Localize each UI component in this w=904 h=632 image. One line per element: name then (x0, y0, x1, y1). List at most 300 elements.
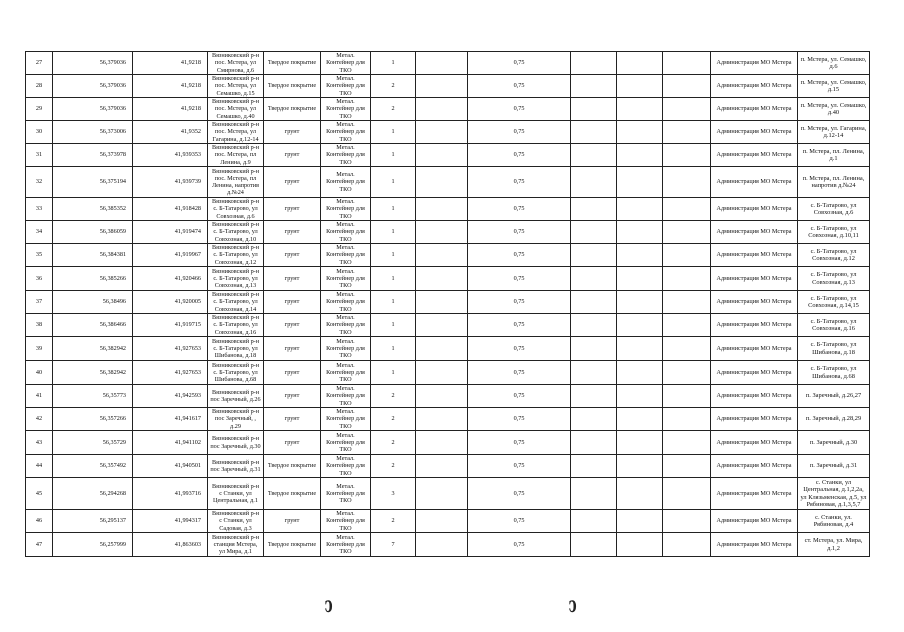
latitude-cell: 56,373978 (53, 144, 133, 167)
container-volume-cell: 0,75 (468, 167, 571, 198)
container-volume-cell: 0,75 (468, 267, 571, 291)
empty-cell (416, 267, 468, 291)
container-type-cell: Метал. Контейнер для ТКО (321, 98, 371, 121)
empty-cell (663, 167, 711, 198)
location-cell: Вязниковский р-н с. Б-Татарово, ул Совхозная, д.13 (208, 267, 264, 291)
table-row (26, 291, 870, 314)
empty-cell (663, 431, 711, 455)
owner-cell: Администрация МО Мстера (711, 361, 798, 385)
empty-cell (416, 52, 468, 75)
empty-cell (663, 455, 711, 478)
location-cell: Вязниковский р-н с. Б-Татарово, ул Совхозная, д.16 (208, 314, 264, 337)
longitude-cell: 41,920005 (133, 291, 208, 314)
latitude-cell: 56,35729 (53, 431, 133, 455)
longitude-cell: 41,927653 (133, 361, 208, 385)
table-body (26, 52, 870, 557)
table-row (26, 431, 870, 455)
table-row (26, 408, 870, 431)
location-cell: Вязниковский р-н станция Мстера, ул Мира, д.1 (208, 533, 264, 557)
row-number-cell: 46 (26, 510, 53, 533)
surface-type-cell: грунт (264, 267, 321, 291)
table-row (26, 75, 870, 98)
owner-cell: Администрация МО Мстера (711, 337, 798, 361)
container-count-cell: 2 (371, 98, 416, 121)
container-type-cell: Метал. Контейнер для ТКО (321, 478, 371, 510)
table-row (26, 478, 870, 510)
container-type-cell: Метал. Контейнер для ТКО (321, 385, 371, 408)
empty-cell (663, 314, 711, 337)
empty-cell (416, 361, 468, 385)
container-volume-cell: 0,75 (468, 291, 571, 314)
longitude-cell: 41,941617 (133, 408, 208, 431)
served-address-cell: с. Б-Татарово, ул Совхозная, д.6 (798, 198, 870, 221)
owner-cell: Администрация МО Мстера (711, 75, 798, 98)
longitude-cell: 41,9218 (133, 75, 208, 98)
container-count-cell: 2 (371, 385, 416, 408)
longitude-cell: 41,919967 (133, 244, 208, 267)
container-count-cell: 7 (371, 533, 416, 557)
surface-type-cell: грунт (264, 244, 321, 267)
served-address-cell: п. Мстера, ул. Семашко, д.15 (798, 75, 870, 98)
container-count-cell: 2 (371, 455, 416, 478)
container-volume-cell: 0,75 (468, 121, 571, 144)
container-type-cell: Метал. Контейнер для ТКО (321, 337, 371, 361)
table-row (26, 221, 870, 244)
empty-cell (416, 291, 468, 314)
surface-type-cell: Твердое покрытие (264, 52, 321, 75)
empty-cell (663, 267, 711, 291)
latitude-cell: 56,379036 (53, 52, 133, 75)
empty-cell (416, 144, 468, 167)
owner-cell: Администрация МО Мстера (711, 198, 798, 221)
container-type-cell: Метал. Контейнер для ТКО (321, 221, 371, 244)
container-volume-cell: 0,75 (468, 408, 571, 431)
empty-cell (663, 121, 711, 144)
empty-cell (663, 361, 711, 385)
served-address-cell: с. Б-Татарово, ул Шибанова, д.18 (798, 337, 870, 361)
empty-cell (617, 144, 663, 167)
empty-cell (416, 244, 468, 267)
owner-cell: Администрация МО Мстера (711, 533, 798, 557)
empty-cell (617, 385, 663, 408)
empty-cell (617, 98, 663, 121)
surface-type-cell: грунт (264, 431, 321, 455)
owner-cell: Администрация МО Мстера (711, 385, 798, 408)
surface-type-cell: Твердое покрытие (264, 98, 321, 121)
empty-cell (663, 221, 711, 244)
empty-cell (416, 408, 468, 431)
latitude-cell: 56,385266 (53, 267, 133, 291)
empty-cell (617, 75, 663, 98)
empty-cell (617, 198, 663, 221)
table-row (26, 244, 870, 267)
table-row (26, 52, 870, 75)
longitude-cell: 41,942593 (133, 385, 208, 408)
table-row (26, 314, 870, 337)
empty-cell (571, 144, 617, 167)
longitude-cell: 41,993716 (133, 478, 208, 510)
latitude-cell: 56,295137 (53, 510, 133, 533)
surface-type-cell: Твердое покрытие (264, 75, 321, 98)
container-type-cell: Метал. Контейнер для ТКО (321, 75, 371, 98)
empty-cell (416, 314, 468, 337)
longitude-cell: 41,941102 (133, 431, 208, 455)
served-address-cell: п. Заречный, д.28,29 (798, 408, 870, 431)
served-address-cell: п. Заречный, д.31 (798, 455, 870, 478)
location-cell: Вязниковский р-н с. Б-Татарово, ул Шибанова, д.68 (208, 361, 264, 385)
container-volume-cell: 0,75 (468, 478, 571, 510)
location-cell: Вязниковский р-н пос. Мстера, ул Семашко, д.40 (208, 98, 264, 121)
container-volume-cell: 0,75 (468, 337, 571, 361)
latitude-cell: 56,257999 (53, 533, 133, 557)
location-cell: Вязниковский р-н пос. Мстера, пл Ленина, напротив д.№24 (208, 167, 264, 198)
longitude-cell: 41,9352 (133, 121, 208, 144)
location-cell: Вязниковский р-н пос. Мстера, ул Смирнова, д.6 (208, 52, 264, 75)
row-number-cell: 38 (26, 314, 53, 337)
container-volume-cell: 0,75 (468, 510, 571, 533)
location-cell: Вязниковский р-н пос Заречный, д.30 (208, 431, 264, 455)
served-address-cell: ст. Мстера, ул. Мира, д.1,2 (798, 533, 870, 557)
empty-cell (663, 198, 711, 221)
empty-cell (663, 408, 711, 431)
empty-cell (663, 510, 711, 533)
owner-cell: Администрация МО Мстера (711, 98, 798, 121)
latitude-cell: 56,382942 (53, 361, 133, 385)
longitude-cell: 41,994317 (133, 510, 208, 533)
container-type-cell: Метал. Контейнер для ТКО (321, 510, 371, 533)
empty-cell (663, 337, 711, 361)
surface-type-cell: грунт (264, 337, 321, 361)
container-volume-cell: 0,75 (468, 98, 571, 121)
served-address-cell: с. Б-Татарово, ул Совхозная, д.10,11 (798, 221, 870, 244)
row-number-cell: 44 (26, 455, 53, 478)
owner-cell: Администрация МО Мстера (711, 121, 798, 144)
latitude-cell: 56,379036 (53, 98, 133, 121)
empty-cell (416, 385, 468, 408)
container-count-cell: 1 (371, 144, 416, 167)
owner-cell: Администрация МО Мстера (711, 431, 798, 455)
served-address-cell: с. Б-Татарово, ул Шибанова, д.68 (798, 361, 870, 385)
longitude-cell: 41,939739 (133, 167, 208, 198)
location-cell: Вязниковский р-н пос Заречный, д.26 (208, 385, 264, 408)
latitude-cell: 56,373006 (53, 121, 133, 144)
empty-cell (663, 144, 711, 167)
location-cell: Вязниковский р-н с Станки, ул Садовая, д.3 (208, 510, 264, 533)
empty-cell (571, 75, 617, 98)
empty-cell (571, 121, 617, 144)
served-address-cell: п. Мстера, ул. Семашко, д.40 (798, 98, 870, 121)
row-number-cell: 30 (26, 121, 53, 144)
latitude-cell: 56,294268 (53, 478, 133, 510)
container-type-cell: Метал. Контейнер для ТКО (321, 291, 371, 314)
empty-cell (416, 121, 468, 144)
table-row (26, 267, 870, 291)
owner-cell: Администрация МО Мстера (711, 408, 798, 431)
row-number-cell: 32 (26, 167, 53, 198)
signature-mark-right: ↄ (568, 592, 577, 618)
container-count-cell: 2 (371, 408, 416, 431)
empty-cell (571, 385, 617, 408)
longitude-cell: 41,920466 (133, 267, 208, 291)
location-cell: Вязниковский р-н с. Б-Татарово, ул Шибанова, д.18 (208, 337, 264, 361)
longitude-cell: 41,9218 (133, 98, 208, 121)
surface-type-cell: грунт (264, 510, 321, 533)
row-number-cell: 45 (26, 478, 53, 510)
empty-cell (416, 510, 468, 533)
owner-cell: Администрация МО Мстера (711, 144, 798, 167)
container-volume-cell: 0,75 (468, 431, 571, 455)
table-row (26, 510, 870, 533)
container-count-cell: 1 (371, 291, 416, 314)
row-number-cell: 35 (26, 244, 53, 267)
row-number-cell: 36 (26, 267, 53, 291)
row-number-cell: 43 (26, 431, 53, 455)
container-type-cell: Метал. Контейнер для ТКО (321, 533, 371, 557)
owner-cell: Администрация МО Мстера (711, 221, 798, 244)
latitude-cell: 56,38496 (53, 291, 133, 314)
container-count-cell: 1 (371, 314, 416, 337)
empty-cell (617, 221, 663, 244)
surface-type-cell: Твердое покрытие (264, 478, 321, 510)
container-type-cell: Метал. Контейнер для ТКО (321, 455, 371, 478)
container-count-cell: 3 (371, 478, 416, 510)
row-number-cell: 40 (26, 361, 53, 385)
empty-cell (617, 121, 663, 144)
location-cell: Вязниковский р-н пос. Мстера, ул Семашко, д.15 (208, 75, 264, 98)
owner-cell: Администрация МО Мстера (711, 244, 798, 267)
empty-cell (416, 167, 468, 198)
owner-cell: Администрация МО Мстера (711, 478, 798, 510)
empty-cell (663, 52, 711, 75)
container-count-cell: 1 (371, 361, 416, 385)
longitude-cell: 41,940501 (133, 455, 208, 478)
empty-cell (571, 167, 617, 198)
empty-cell (571, 431, 617, 455)
owner-cell: Администрация МО Мстера (711, 291, 798, 314)
served-address-cell: п. Заречный, д.26,27 (798, 385, 870, 408)
container-count-cell: 1 (371, 121, 416, 144)
served-address-cell: с. Б-Татарово, ул Совхозная, д.12 (798, 244, 870, 267)
longitude-cell: 41,919474 (133, 221, 208, 244)
served-address-cell: с. Б-Татарово, ул Совхозная, д.13 (798, 267, 870, 291)
owner-cell: Администрация МО Мстера (711, 167, 798, 198)
surface-type-cell: Твердое покрытие (264, 533, 321, 557)
container-type-cell: Метал. Контейнер для ТКО (321, 431, 371, 455)
container-count-cell: 1 (371, 337, 416, 361)
signature-mark-left: ↄ (324, 592, 333, 618)
empty-cell (617, 267, 663, 291)
container-count-cell: 2 (371, 75, 416, 98)
latitude-cell: 56,385352 (53, 198, 133, 221)
empty-cell (416, 478, 468, 510)
container-volume-cell: 0,75 (468, 75, 571, 98)
empty-cell (663, 478, 711, 510)
row-number-cell: 34 (26, 221, 53, 244)
surface-type-cell: грунт (264, 408, 321, 431)
container-count-cell: 1 (371, 244, 416, 267)
surface-type-cell: грунт (264, 198, 321, 221)
latitude-cell: 56,357492 (53, 455, 133, 478)
empty-cell (571, 478, 617, 510)
container-type-cell: Метал. Контейнер для ТКО (321, 314, 371, 337)
container-volume-cell: 0,75 (468, 221, 571, 244)
row-number-cell: 31 (26, 144, 53, 167)
longitude-cell: 41,939353 (133, 144, 208, 167)
empty-cell (571, 533, 617, 557)
served-address-cell: п. Мстера, пл. Ленина, д.1 (798, 144, 870, 167)
served-address-cell: п. Мстера, пл. Ленина, напротив д.№24 (798, 167, 870, 198)
empty-cell (663, 75, 711, 98)
surface-type-cell: Твердое покрытие (264, 455, 321, 478)
location-cell: Вязниковский р-н с. Б-Татарово, ул Совхозная, д.10 (208, 221, 264, 244)
latitude-cell: 56,375194 (53, 167, 133, 198)
location-cell: Вязниковский р-н с Станки, ул Центральная, д.1 (208, 478, 264, 510)
empty-cell (663, 291, 711, 314)
latitude-cell: 56,35773 (53, 385, 133, 408)
empty-cell (571, 510, 617, 533)
location-cell: Вязниковский р-н с. Б-Татарово, ул Совхозная, д.14 (208, 291, 264, 314)
location-cell: Вязниковский р-н с. Б-Татарово, ул Совхозная, д.6 (208, 198, 264, 221)
empty-cell (416, 221, 468, 244)
row-number-cell: 28 (26, 75, 53, 98)
row-number-cell: 42 (26, 408, 53, 431)
latitude-cell: 56,357266 (53, 408, 133, 431)
empty-cell (617, 361, 663, 385)
container-count-cell: 1 (371, 52, 416, 75)
surface-type-cell: грунт (264, 221, 321, 244)
empty-cell (416, 337, 468, 361)
table-row (26, 455, 870, 478)
empty-cell (617, 478, 663, 510)
container-volume-cell: 0,75 (468, 52, 571, 75)
table-row (26, 144, 870, 167)
empty-cell (663, 98, 711, 121)
served-address-cell: с. Станки, ул Центральная, д.1,2,2а, ул Клязьменская, д.5, ул Рябиновая, д.1,3,5,7 (798, 478, 870, 510)
container-count-cell: 1 (371, 167, 416, 198)
container-volume-cell: 0,75 (468, 533, 571, 557)
location-cell: Вязниковский р-н пос Заречный, д.31 (208, 455, 264, 478)
served-address-cell: с. Станки, ул. Рябиновая, д.4 (798, 510, 870, 533)
location-cell: Вязниковский р-н пос Заречный, , д.29 (208, 408, 264, 431)
latitude-cell: 56,384381 (53, 244, 133, 267)
owner-cell: Администрация МО Мстера (711, 314, 798, 337)
empty-cell (571, 198, 617, 221)
owner-cell: Администрация МО Мстера (711, 267, 798, 291)
table-row (26, 385, 870, 408)
empty-cell (617, 431, 663, 455)
surface-type-cell: грунт (264, 361, 321, 385)
container-count-cell: 2 (371, 431, 416, 455)
empty-cell (617, 510, 663, 533)
container-type-cell: Метал. Контейнер для ТКО (321, 408, 371, 431)
empty-cell (416, 533, 468, 557)
empty-cell (571, 244, 617, 267)
served-address-cell: п. Заречный, д.30 (798, 431, 870, 455)
empty-cell (571, 337, 617, 361)
table-row (26, 337, 870, 361)
container-type-cell: Метал. Контейнер для ТКО (321, 52, 371, 75)
empty-cell (416, 455, 468, 478)
latitude-cell: 56,382942 (53, 337, 133, 361)
table-row (26, 121, 870, 144)
empty-cell (617, 167, 663, 198)
empty-cell (416, 98, 468, 121)
surface-type-cell: грунт (264, 121, 321, 144)
container-count-cell: 1 (371, 198, 416, 221)
latitude-cell: 56,379036 (53, 75, 133, 98)
empty-cell (617, 408, 663, 431)
latitude-cell: 56,386466 (53, 314, 133, 337)
location-cell: Вязниковский р-н пос. Мстера, ул Гагарина, д.12-14 (208, 121, 264, 144)
empty-cell (571, 291, 617, 314)
surface-type-cell: грунт (264, 291, 321, 314)
row-number-cell: 33 (26, 198, 53, 221)
empty-cell (663, 244, 711, 267)
empty-cell (571, 221, 617, 244)
surface-type-cell: грунт (264, 385, 321, 408)
longitude-cell: 41,919715 (133, 314, 208, 337)
owner-cell: Администрация МО Мстера (711, 510, 798, 533)
container-volume-cell: 0,75 (468, 385, 571, 408)
empty-cell (571, 52, 617, 75)
empty-cell (571, 267, 617, 291)
served-address-cell: п. Мстера, ул. Гагарина, д.12-14 (798, 121, 870, 144)
empty-cell (416, 75, 468, 98)
container-volume-cell: 0,75 (468, 455, 571, 478)
empty-cell (617, 291, 663, 314)
empty-cell (617, 314, 663, 337)
row-number-cell: 39 (26, 337, 53, 361)
table-row (26, 361, 870, 385)
container-type-cell: Метал. Контейнер для ТКО (321, 267, 371, 291)
table-row (26, 98, 870, 121)
surface-type-cell: грунт (264, 144, 321, 167)
container-count-cell: 1 (371, 221, 416, 244)
container-volume-cell: 0,75 (468, 244, 571, 267)
surface-type-cell: грунт (264, 314, 321, 337)
empty-cell (663, 385, 711, 408)
longitude-cell: 41,927653 (133, 337, 208, 361)
container-type-cell: Метал. Контейнер для ТКО (321, 144, 371, 167)
container-type-cell: Метал. Контейнер для ТКО (321, 361, 371, 385)
row-number-cell: 27 (26, 52, 53, 75)
container-count-cell: 2 (371, 510, 416, 533)
longitude-cell: 41,9218 (133, 52, 208, 75)
container-volume-cell: 0,75 (468, 144, 571, 167)
container-type-cell: Метал. Контейнер для ТКО (321, 167, 371, 198)
table-row (26, 198, 870, 221)
waste-sites-table (25, 51, 870, 557)
served-address-cell: с. Б-Татарово, ул Совхозная, д.14,15 (798, 291, 870, 314)
empty-cell (663, 533, 711, 557)
longitude-cell: 41,918428 (133, 198, 208, 221)
empty-cell (416, 431, 468, 455)
row-number-cell: 37 (26, 291, 53, 314)
longitude-cell: 41,863603 (133, 533, 208, 557)
table-row (26, 167, 870, 198)
empty-cell (571, 361, 617, 385)
empty-cell (416, 198, 468, 221)
container-count-cell: 1 (371, 267, 416, 291)
container-type-cell: Метал. Контейнер для ТКО (321, 198, 371, 221)
owner-cell: Администрация МО Мстера (711, 52, 798, 75)
empty-cell (571, 408, 617, 431)
location-cell: Вязниковский р-н пос. Мстера, пл Ленина, д.9 (208, 144, 264, 167)
container-volume-cell: 0,75 (468, 361, 571, 385)
empty-cell (617, 244, 663, 267)
served-address-cell: с. Б-Татарово, ул Совхозная, д.16 (798, 314, 870, 337)
empty-cell (617, 337, 663, 361)
